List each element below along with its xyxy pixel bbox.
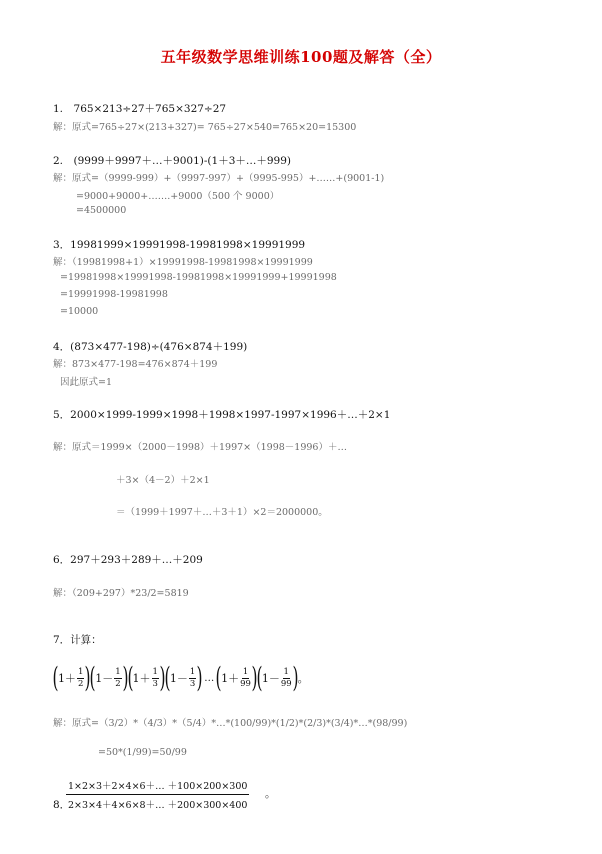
answer-3-line-4: =10000 (60, 306, 99, 317)
answer-2-line-2: =9000+9000+…….+9000（500 个 9000） (76, 191, 280, 202)
q7-factor-1: ( 1＋ $\frac{1}{2}$ ) (52, 661, 91, 694)
question-8-number: 8． (53, 799, 71, 811)
q7-ellipsis: … (204, 672, 215, 684)
q7-expression (53, 662, 309, 694)
question-5: 5．2000×1999-1999×1998＋1998×1997-1997×1996＋…＋2×1 (53, 409, 391, 421)
answer-3-line-3: =19991998-19981998 (60, 289, 168, 300)
q8-denominator: 2×3×4＋4×6×8＋… ＋200×300×400 (68, 800, 248, 811)
answer-2-line-3: =4500000 (76, 205, 127, 216)
q7-end-mark: 。 (297, 672, 309, 685)
q8-numerator: 1×2×3＋2×4×6＋… ＋100×200×300 (66, 778, 249, 795)
answer-4-line-2: 因此原式=1 (60, 377, 113, 388)
question-3: 3．19981999×19991998-19981998×19991999 (53, 239, 306, 251)
answer-5-line-3: ＝（1999＋1997＋…＋3＋1）×2＝2000000。 (116, 507, 328, 518)
question-1: 1. 765×213÷27＋765×327÷27 (53, 103, 227, 115)
q8-end-mark: 。 (265, 788, 276, 800)
answer-6: 解：（209+297）*23/2=5819 (53, 588, 189, 599)
q7-factor-2: ( 1－ $\frac{1}{2}$ ) (89, 661, 129, 694)
q8-fraction (66, 778, 249, 811)
q7-factor-3: ( 1＋ $\frac{1}{3}$ ) (127, 661, 166, 694)
q7-factor-5: ( 1＋ $\frac{1}{99}$ ) (215, 661, 258, 694)
answer-1: 解：原式=765÷27×(213+327)= 765÷27×540=765×20=15300 (53, 122, 357, 133)
answer-5-line-2: ＋3×（4－2）＋2×1 (116, 475, 210, 486)
answer-3-line-1: 解：（19981998+1）×19991998-19981998×19991999 (53, 257, 313, 268)
answer-2-line-1: 解：原式=（9999-999）+（9997-997）+（9995-995）+……+(9001-1) (53, 173, 385, 184)
question-6: 6．297＋293＋289＋…＋209 (53, 554, 203, 566)
page-title: 五年级数学思维训练100题及解答（全） (160, 48, 442, 66)
question-4: 4．(873×477-198)÷(476×874＋199) (53, 341, 248, 353)
q7-factor-4: ( 1－ $\frac{1}{3}$ ) (164, 661, 203, 694)
q7-factor-6: ( 1－ $\frac{1}{99}$ ) (256, 661, 299, 694)
answer-5-line-1: 解：原式＝1999×（2000－1998）＋1997×（1998－1996）＋… (53, 442, 347, 453)
answer-4-line-1: 解：873×477-198=476×874＋199 (53, 359, 218, 370)
question-2: 2. (9999＋9997＋…＋9001)-(1＋3＋…＋999) (53, 155, 292, 167)
answer-3-line-2: =19981998×19991998-19981998×19991999+19991998 (60, 272, 337, 283)
answer-7-line-2: =50*(1/99)=50/99 (98, 747, 187, 758)
answer-7-line-1: 解：原式=（3/2）*（4/3）*（5/4）*…*(100/99)*(1/2)*(2/3)*(3/4)*…*(98/99) (53, 718, 408, 729)
question-7: 7．计算： (53, 634, 102, 646)
